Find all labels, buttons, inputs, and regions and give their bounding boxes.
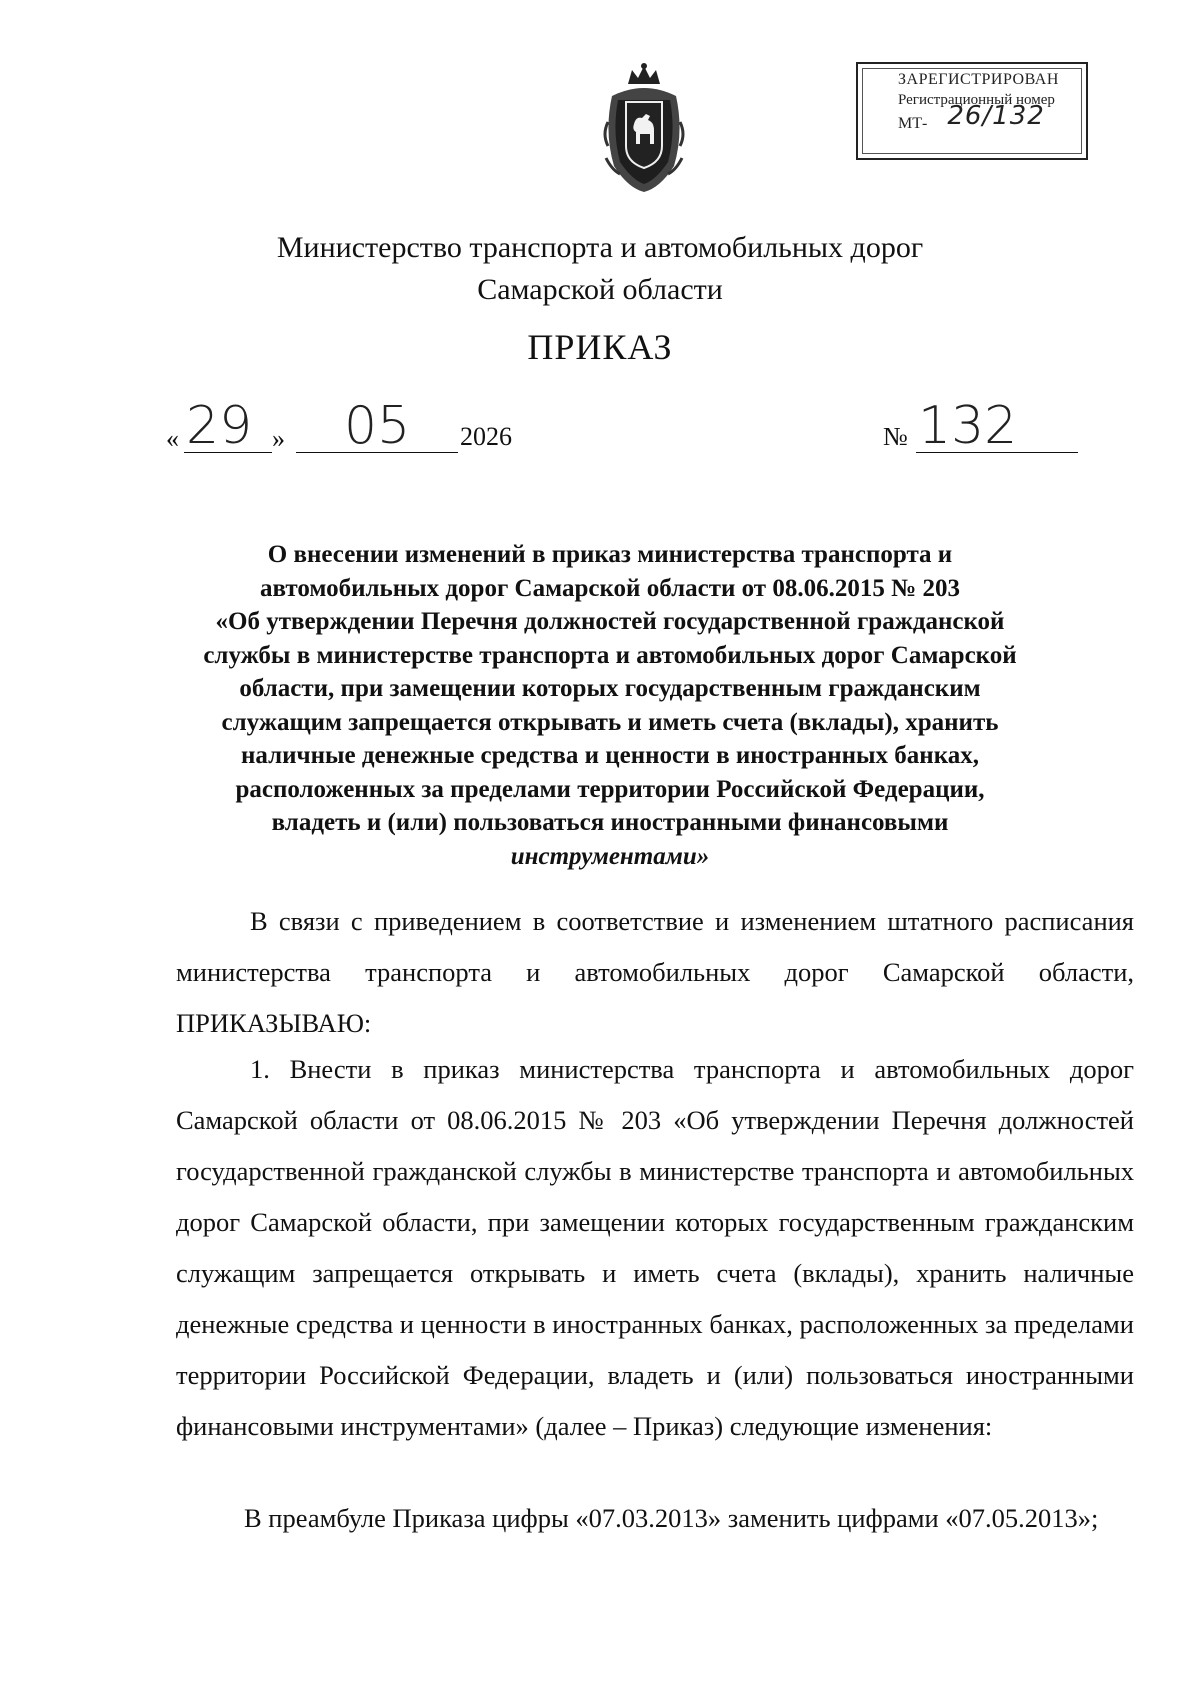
stamp-registration-number-label: Регистрационный номер — [898, 92, 1055, 108]
order-number-underline — [916, 452, 1078, 453]
date-day-underline — [184, 452, 272, 453]
heading-line: владеть и (или) пользоваться иностранными финансовыми — [271, 809, 949, 836]
stamp-number-row — [898, 101, 1074, 134]
order-heading — [150, 538, 1070, 873]
body-paragraph-amendment — [176, 1493, 1134, 1544]
registration-stamp — [856, 62, 1088, 160]
ministry-name-line-1: Министерство транспорта и автомобильных дорог — [276, 231, 924, 264]
date-open-quote: « — [166, 424, 179, 453]
ministry-name-line-2: Самарской области — [477, 273, 723, 306]
date-close-quote: » — [272, 424, 285, 453]
date-year: 2026 — [460, 422, 512, 451]
order-title: ПРИКАЗ — [527, 327, 673, 367]
heading-line: «Об утверждении Перечня должностей государственной гражданской — [215, 608, 1005, 635]
paragraph-text: В преамбуле Приказа цифры «07.03.2013» заменить цифрами «07.05.2013»; — [244, 1503, 1099, 1533]
body-paragraph-item-1 — [176, 1044, 1134, 1452]
stamp-registered-label: ЗАРЕГИСТРИРОВАН — [898, 71, 1059, 88]
stamp-handwritten-number: 26/132 — [947, 101, 1045, 131]
heading-line: инструментами» — [510, 842, 710, 870]
date-month-underline — [296, 452, 458, 453]
heading-line: автомобильных дорог Самарской области от 08.06.2015 № 203 — [260, 574, 960, 602]
heading-line: наличные денежные средства и ценности в иностранных банках, — [240, 742, 979, 769]
order-number-value: 132 — [918, 396, 1018, 456]
paragraph-text: 1. Внести в приказ министерства транспорта и автомобильных дорог Самарской области от 08.06.2015 № 203 «Об утверждении Перечня должностей государственной гражданской службы в министерстве транспорта и автомобильных дорог Самарской области, при замещении которых государственным гражданским служащим запрещается открывать и иметь счета (вклады), хранить наличные денежные средства и ценности в иностранных банках, расположенных за пределами территории Российской Федерации, владеть и (или) пользоваться иностранными финансовыми инструментами» (далее – Приказ) следующие изменения: — [176, 1054, 1134, 1441]
samara-coat-of-arms-icon — [598, 62, 690, 198]
stamp-prefix: МТ- — [898, 115, 928, 132]
heading-line: О внесении изменений в приказ министерства транспорта и — [267, 541, 953, 568]
heading-line: службы в министерстве транспорта и автомобильных дорог Самарской — [203, 641, 1017, 669]
order-number-sign: № — [883, 422, 908, 451]
heading-line: служащим запрещается открывать и иметь счета (вклады), хранить — [221, 708, 999, 736]
heading-line: области, при замещении которых государственным гражданским — [239, 675, 981, 702]
heading-line: расположенных за пределами территории Российской Федерации, — [235, 775, 985, 803]
body-paragraph-preamble — [176, 896, 1134, 1049]
paragraph-text: В связи с приведением в соответствие и изменением штатного расписания министерства транспорта и автомобильных дорог Самарской области, ПРИКАЗЫВАЮ: — [176, 906, 1134, 1038]
date-month: 05 — [344, 396, 411, 456]
date-day: 29 — [186, 396, 253, 456]
